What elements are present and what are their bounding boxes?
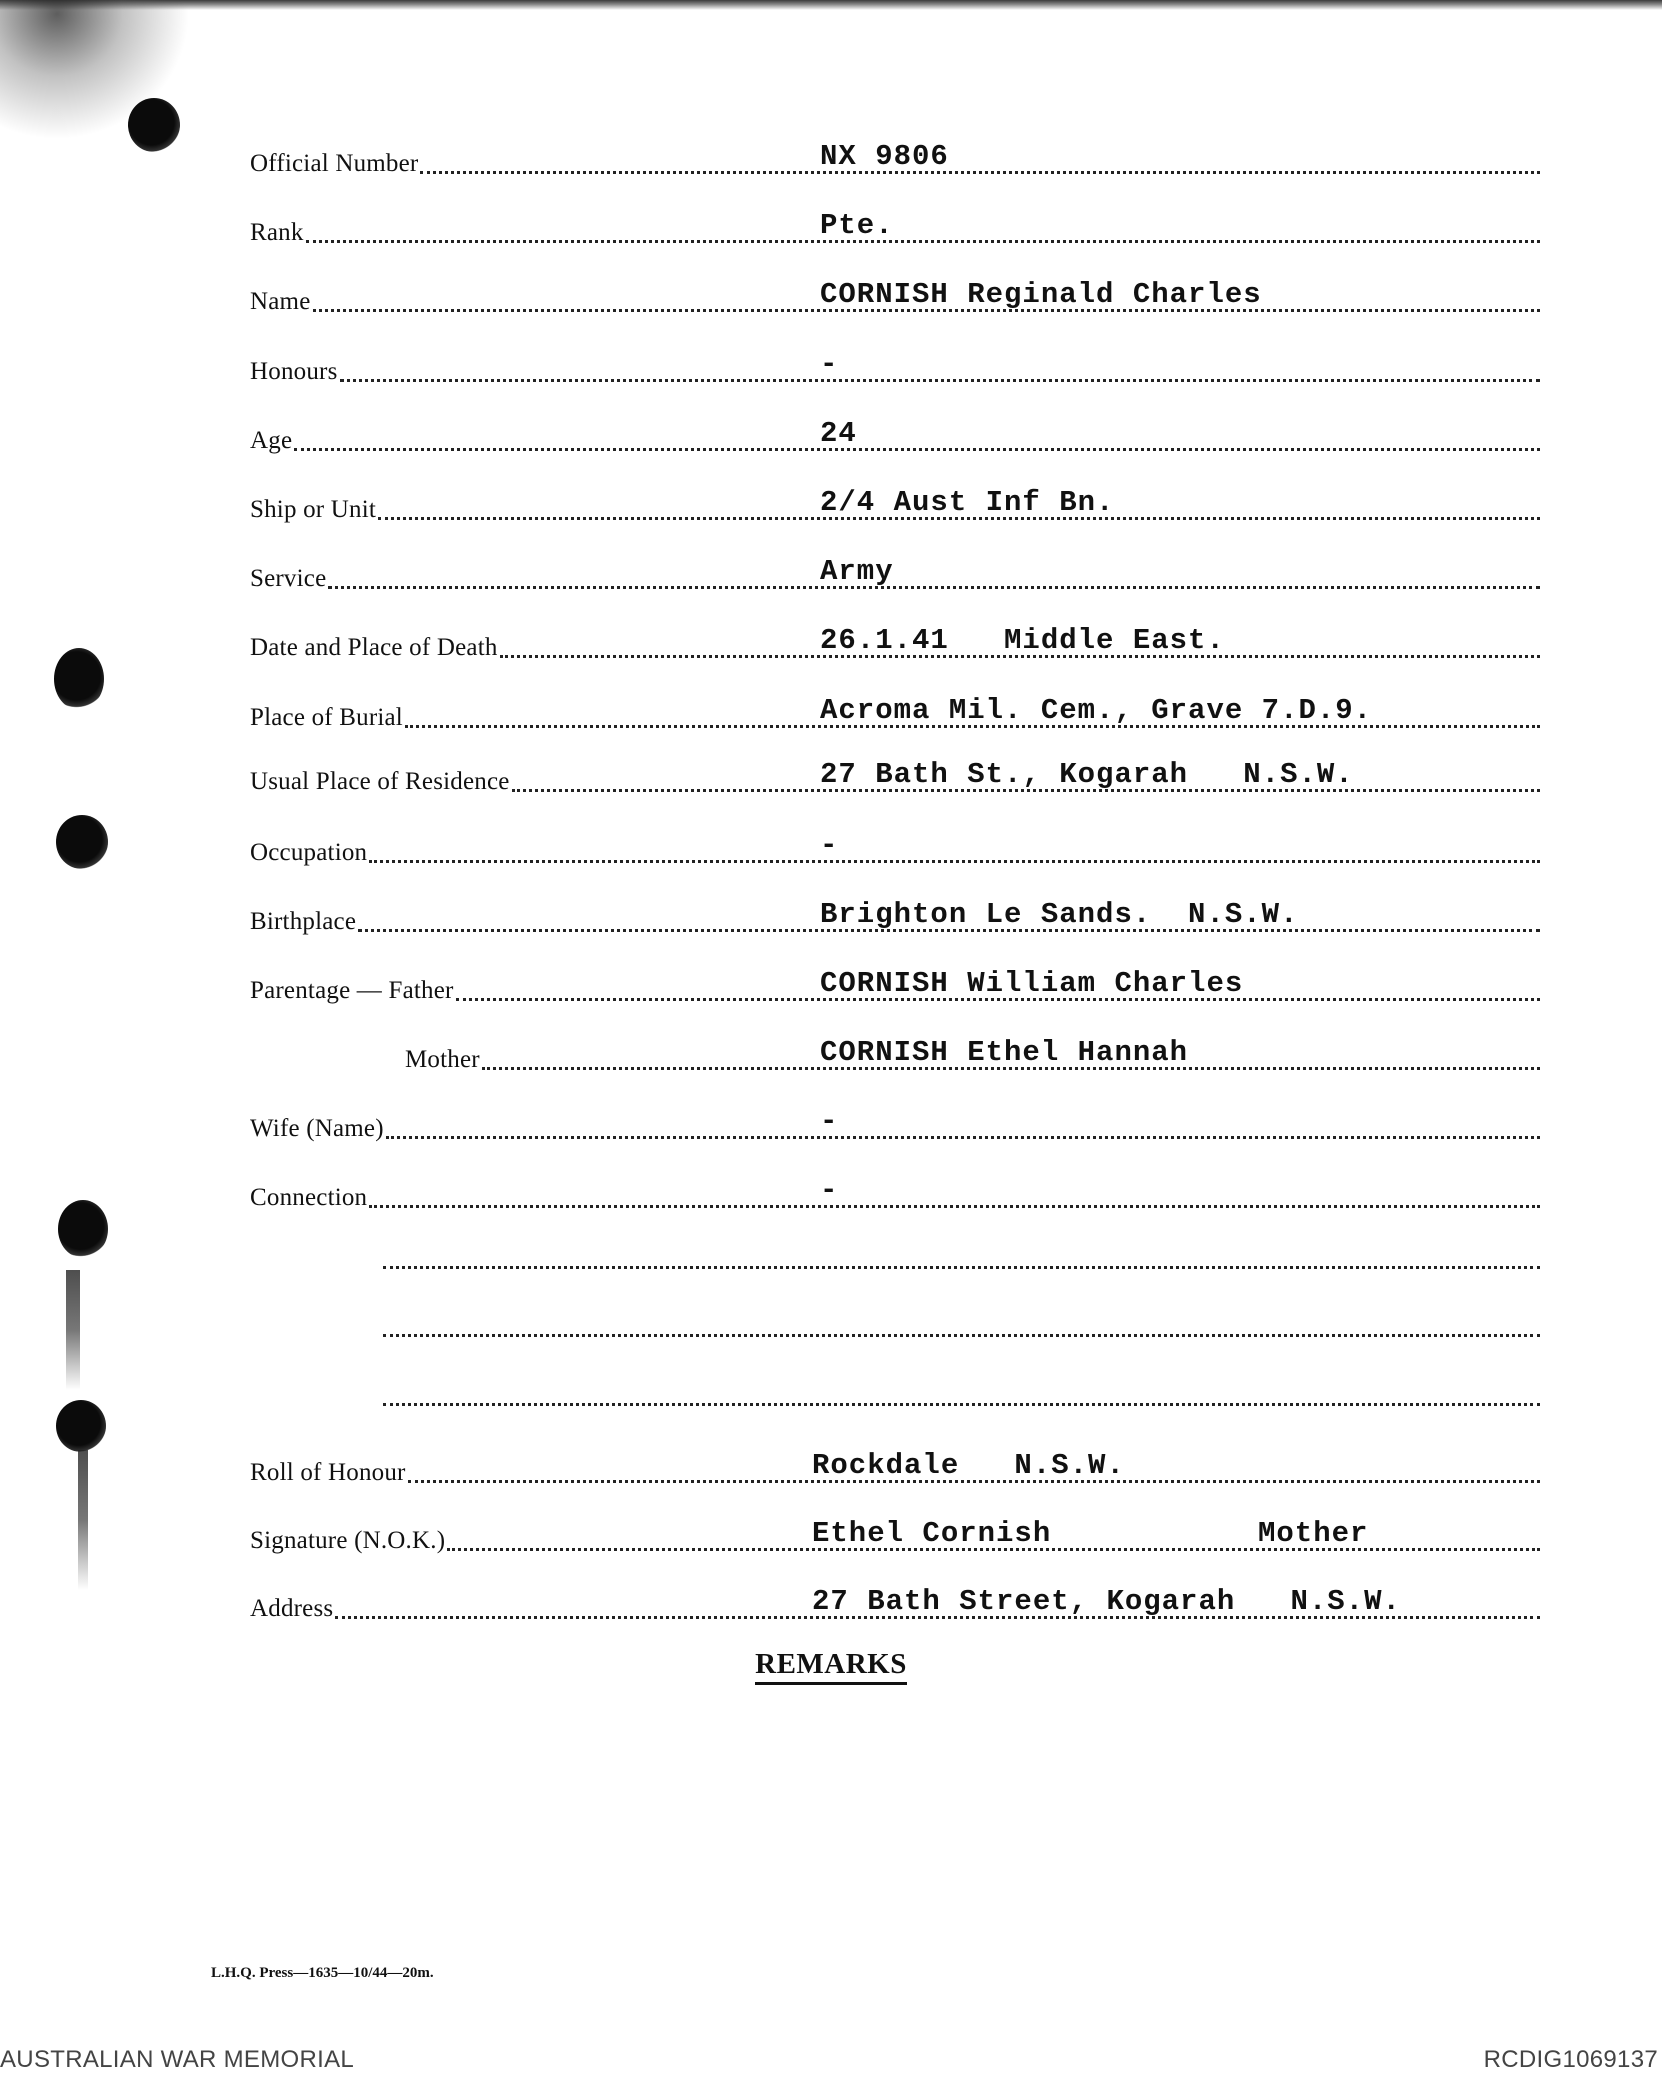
scan-smear-1 — [66, 1270, 80, 1390]
field-place-of-burial — [250, 688, 1540, 734]
field-label: Parentage — Father — [250, 977, 454, 1004]
punch-hole-3 — [56, 815, 108, 869]
field-label: Mother — [405, 1046, 480, 1073]
field-occupation — [250, 823, 1540, 869]
field-parentage-mother — [250, 1030, 1540, 1076]
printer-note: L.H.Q. Press—1635—10/44—20m. — [211, 1965, 434, 1981]
field-parentage-father — [250, 961, 1540, 1007]
field-value: - — [820, 829, 839, 862]
field-label: Age — [250, 427, 293, 454]
field-value: Army — [820, 555, 894, 588]
field-label: Rank — [250, 219, 304, 246]
field-connection — [250, 1168, 1540, 1214]
field-label: Roll of Honour — [250, 1459, 406, 1486]
field-value: 27 Bath St., Kogarah N.S.W. — [820, 758, 1354, 791]
footer-record-id: RCDIG1069137 — [1483, 2046, 1658, 2073]
field-value: Ethel Cornish — [812, 1517, 1052, 1550]
field-value: NX 9806 — [820, 140, 949, 173]
field-value: CORNISH William Charles — [820, 967, 1244, 1000]
remarks-heading — [0, 1648, 1662, 1681]
field-value: 2/4 Aust Inf Bn. — [820, 486, 1115, 519]
remarks-heading-text: REMARKS — [755, 1648, 907, 1685]
field-value: Brighton Le Sands. N.S.W. — [820, 898, 1299, 931]
scan-smear-2 — [78, 1450, 88, 1590]
field-value: - — [820, 348, 839, 381]
field-label: Name — [250, 288, 311, 315]
field-rank — [250, 203, 1540, 249]
punch-hole-1 — [128, 98, 180, 152]
field-label: Connection — [250, 1184, 368, 1211]
field-usual-residence — [250, 752, 1540, 798]
field-label: Usual Place of Residence — [250, 768, 510, 795]
field-label: Address — [250, 1595, 334, 1622]
field-value: - — [820, 1174, 839, 1207]
field-value: - — [820, 1105, 839, 1138]
field-label: Signature (N.O.K.) — [250, 1527, 446, 1554]
field-label: Service — [250, 565, 327, 592]
punch-hole-4 — [58, 1200, 108, 1258]
punch-hole-5 — [56, 1400, 106, 1452]
field-value: 26.1.41 Middle East. — [820, 624, 1225, 657]
footer-source: AUSTRALIAN WAR MEMORIAL — [0, 2046, 355, 2073]
field-label: Date and Place of Death — [250, 634, 498, 661]
field-honours — [250, 342, 1540, 388]
field-name — [250, 272, 1540, 318]
field-age — [250, 411, 1540, 457]
field-value: CORNISH Reginald Charles — [820, 278, 1262, 311]
field-value: Pte. — [820, 209, 894, 242]
scan-top-edge — [0, 0, 1662, 10]
field-official-number — [250, 134, 1540, 180]
field-address — [250, 1579, 1540, 1625]
field-label: Ship or Unit — [250, 496, 377, 523]
field-signature-nok — [250, 1511, 1540, 1557]
field-label: Birthplace — [250, 908, 357, 935]
field-value: CORNISH Ethel Hannah — [820, 1036, 1189, 1069]
field-value: 24 — [820, 417, 857, 450]
field-birthplace — [250, 892, 1540, 938]
punch-hole-2 — [54, 648, 104, 710]
blank-dotted-line — [383, 1334, 1540, 1337]
field-ship-or-unit — [250, 480, 1540, 526]
field-wife-name — [250, 1099, 1540, 1145]
field-service — [250, 549, 1540, 595]
field-label: Occupation — [250, 839, 368, 866]
field-roll-of-honour — [250, 1443, 1540, 1489]
field-value-relation: Mother — [1258, 1517, 1369, 1550]
field-value: 27 Bath Street, Kogarah N.S.W. — [812, 1585, 1401, 1618]
field-label: Wife (Name) — [250, 1115, 384, 1142]
field-label: Honours — [250, 358, 338, 385]
field-date-place-of-death — [250, 618, 1540, 664]
field-value: Rockdale N.S.W. — [812, 1449, 1125, 1482]
field-value: Acroma Mil. Cem., Grave 7.D.9. — [820, 694, 1373, 727]
field-label: Place of Burial — [250, 704, 403, 731]
blank-dotted-line — [383, 1266, 1540, 1269]
blank-dotted-line — [383, 1403, 1540, 1406]
field-label: Official Number — [250, 150, 419, 177]
